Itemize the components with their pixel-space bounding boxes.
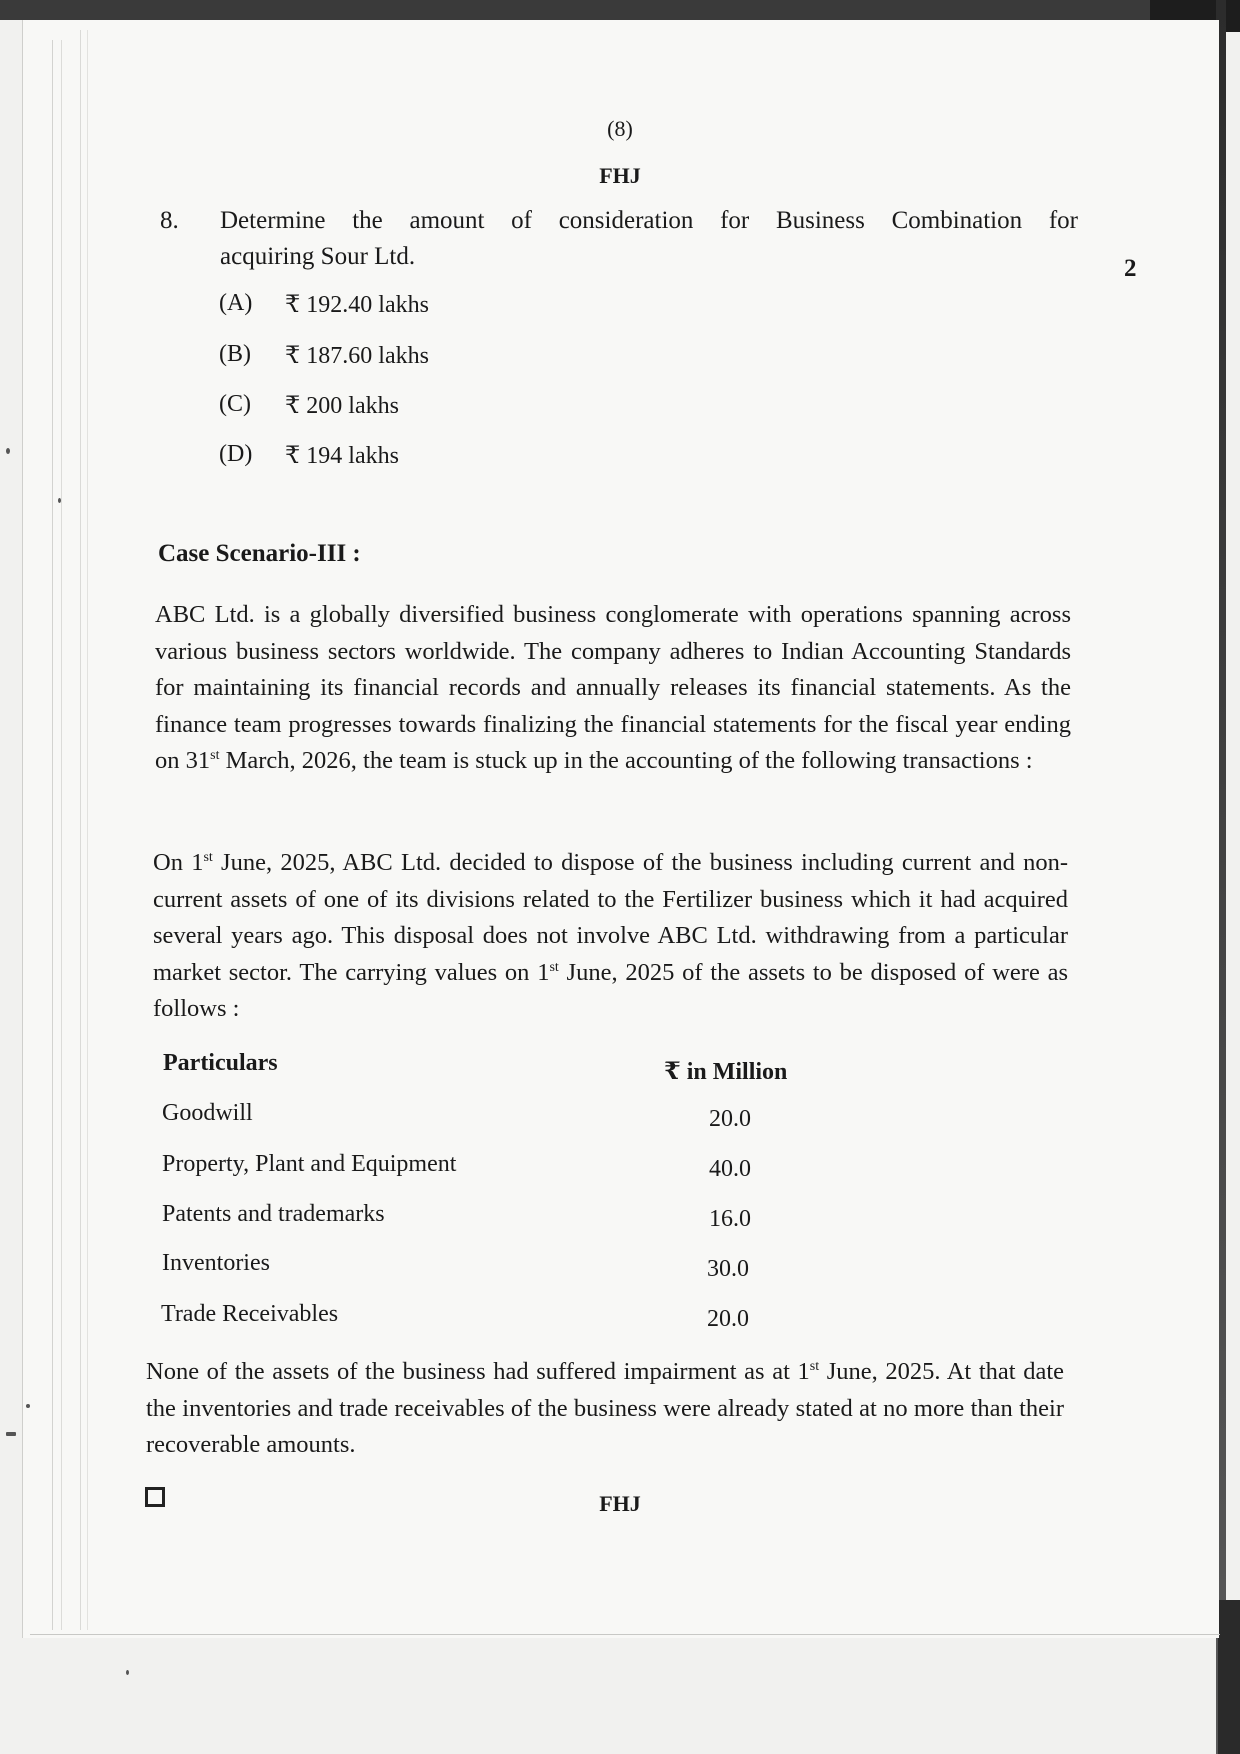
option-letter-d: (D) <box>219 441 253 467</box>
table-row-value: 20.0 <box>709 1106 751 1132</box>
table-row-particular: Inventories <box>162 1250 270 1276</box>
table-row-particular: Property, Plant and Equipment <box>162 1151 457 1177</box>
table-row-particular: Trade Receivables <box>161 1301 339 1327</box>
question-text-line1: Determine the amount of consideration for Business Combination for <box>220 207 1078 234</box>
table-row-particular: Goodwill <box>162 1100 253 1126</box>
margin-rule-inner <box>80 30 88 1630</box>
option-letter-b: (B) <box>219 341 251 367</box>
footer-paper-code: FHJ <box>599 1491 641 1516</box>
page-number: (8) <box>607 116 633 141</box>
option-value-b: ₹ 187.60 lakhs <box>285 343 429 369</box>
question-marks: 2 <box>1124 255 1137 282</box>
table-row-value: 16.0 <box>709 1206 751 1232</box>
scan-top-edge <box>0 0 1240 20</box>
page-bottom-edge <box>30 1634 1220 1635</box>
option-value-a: ₹ 192.40 lakhs <box>285 292 429 318</box>
case-heading: Case Scenario-III : <box>158 540 361 567</box>
paper-code: FHJ <box>599 163 641 188</box>
table-header-particulars: Particulars <box>163 1050 278 1076</box>
option-value-c: ₹ 200 lakhs <box>285 393 399 419</box>
table-header-amount: ₹ in Million <box>664 1059 788 1085</box>
table-row-value: 40.0 <box>709 1156 751 1182</box>
scan-speck <box>6 448 10 454</box>
margin-rule <box>52 40 62 1630</box>
question-number: 8. <box>160 207 179 234</box>
scan-bottom-right-shadow <box>1218 1600 1240 1754</box>
question-text-line2: acquiring Sour Ltd. <box>220 243 416 270</box>
scan-speck <box>26 1404 30 1408</box>
option-letter-a: (A) <box>219 290 253 316</box>
table-row-particular: Patents and trademarks <box>162 1201 385 1227</box>
table-row-value: 30.0 <box>707 1256 749 1282</box>
scan-speck <box>58 498 61 503</box>
case-paragraph-2: On 1st June, 2025, ABC Ltd. decided to dispose of the business including current and non-current assets of one of its divisions related to the Fertilizer business which it had acquired several years ago. This disposal does not involve ABC Ltd. withdrawing from a particular market sector. The carrying values on 1st June, 2025 of the assets to be disposed of were as follows : <box>153 849 1068 1022</box>
option-value-d: ₹ 194 lakhs <box>285 443 399 469</box>
table-row-value: 20.0 <box>707 1306 749 1332</box>
option-letter-c: (C) <box>219 391 251 417</box>
scan-speck <box>126 1670 129 1675</box>
case-paragraph-1: ABC Ltd. is a globally diversified business conglomerate with operations spanning across various business sectors worldwide. The company adheres to Indian Accounting Standards for maintaining its financial records and annually releases its financial statements. As the finance team progresses towards finalizing the financial statements for the fiscal year ending on 31st March, 2026, the team is stuck up in the accounting of the following transactions : <box>155 601 1071 774</box>
case-paragraph-3: None of the assets of the business had suffered impairment as at 1st June, 2025. At that date the inventories and trade receivables of the business were already stated at no more than their recoverable amounts. <box>146 1358 1064 1458</box>
scan-speck <box>6 1432 16 1436</box>
